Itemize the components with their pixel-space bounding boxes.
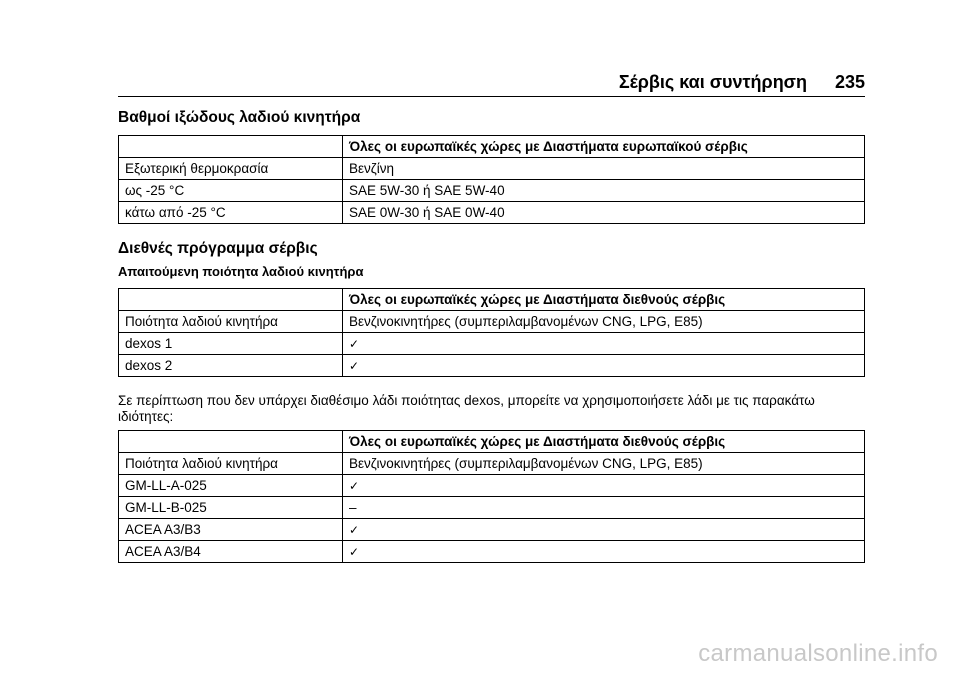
watermark: carmanualsonline.info (698, 640, 938, 667)
table-header-empty (119, 289, 343, 311)
table-row (119, 202, 865, 224)
table-row (119, 355, 865, 377)
table-header-empty (119, 431, 343, 453)
table-cell: ως -25 °C (119, 180, 343, 202)
table-row (119, 475, 865, 497)
table-column-header: Όλες οι ευρωπαϊκές χώρες με Διαστήματα ευρωπαϊκού σέρβις (343, 136, 865, 158)
table-cell: κάτω από -25 °C (119, 202, 343, 224)
table-cell: Βενζινοκινητήρες (συμπεριλαμβανομένων CNG, LPG, E85) (343, 311, 865, 333)
viscosity-heading: Βαθμοί ιξώδους λαδιού κινητήρα (118, 109, 361, 126)
table-cell: ACEA A3/B3 (119, 519, 343, 541)
table-row (119, 519, 865, 541)
alternative-oil-paragraph (118, 393, 870, 425)
table-row (119, 453, 865, 475)
table-header-row (119, 431, 865, 453)
checkmark-icon: ✓ (343, 355, 865, 377)
table-row (119, 333, 865, 355)
table-row (119, 158, 865, 180)
table-cell: Βενζίνη (343, 158, 865, 180)
table-cell: dexos 1 (119, 333, 343, 355)
table-cell: ACEA A3/B4 (119, 541, 343, 563)
table-header-empty (119, 136, 343, 158)
section-title: Σέρβις και συντήρηση (618, 72, 807, 92)
checkmark-icon: ✓ (343, 333, 865, 355)
international-subheading: Απαιτούμενη ποιότητα λαδιού κινητήρα (118, 264, 364, 279)
international-heading: Διεθνές πρόγραμμα σέρβις (118, 240, 318, 257)
paragraph-line: Σε περίπτωση που δεν υπάρχει διαθέσιμο λάδι ποιότητας dexos, μπορείτε να χρησιμοποιήσετε λάδι με τις παρακάτω (118, 393, 815, 408)
checkmark-icon: ✓ (343, 475, 865, 497)
table-row (119, 541, 865, 563)
checkmark-icon: ✓ (343, 541, 865, 563)
paragraph-line: ιδιότητες: (118, 409, 174, 424)
table-cell: SAE 5W-30 ή SAE 5W-40 (343, 180, 865, 202)
table-column-header: Όλες οι ευρωπαϊκές χώρες με Διαστήματα διεθνούς σέρβις (343, 431, 865, 453)
table-row (119, 311, 865, 333)
table-cell: Ποιότητα λαδιού κινητήρα (119, 311, 343, 333)
dash-cell: – (343, 497, 865, 519)
table-cell: GM-LL-A-025 (119, 475, 343, 497)
alternative-oil-table (118, 430, 865, 563)
table-row (119, 180, 865, 202)
table-cell: Ποιότητα λαδιού κινητήρα (119, 453, 343, 475)
page-number: 235 (834, 72, 865, 92)
table-header-row (119, 289, 865, 311)
table-column-header: Όλες οι ευρωπαϊκές χώρες με Διαστήματα διεθνούς σέρβις (343, 289, 865, 311)
table-cell: GM-LL-B-025 (119, 497, 343, 519)
table-header-row (119, 136, 865, 158)
table-cell: Βενζινοκινητήρες (συμπεριλαμβανομένων CNG, LPG, E85) (343, 453, 865, 475)
table-cell: SAE 0W-30 ή SAE 0W-40 (343, 202, 865, 224)
table-cell: dexos 2 (119, 355, 343, 377)
checkmark-icon: ✓ (343, 519, 865, 541)
table-row (119, 497, 865, 519)
page-header (118, 70, 865, 97)
table-cell: Εξωτερική θερμοκρασία (119, 158, 343, 180)
oil-quality-table (118, 288, 865, 377)
viscosity-table (118, 135, 865, 224)
